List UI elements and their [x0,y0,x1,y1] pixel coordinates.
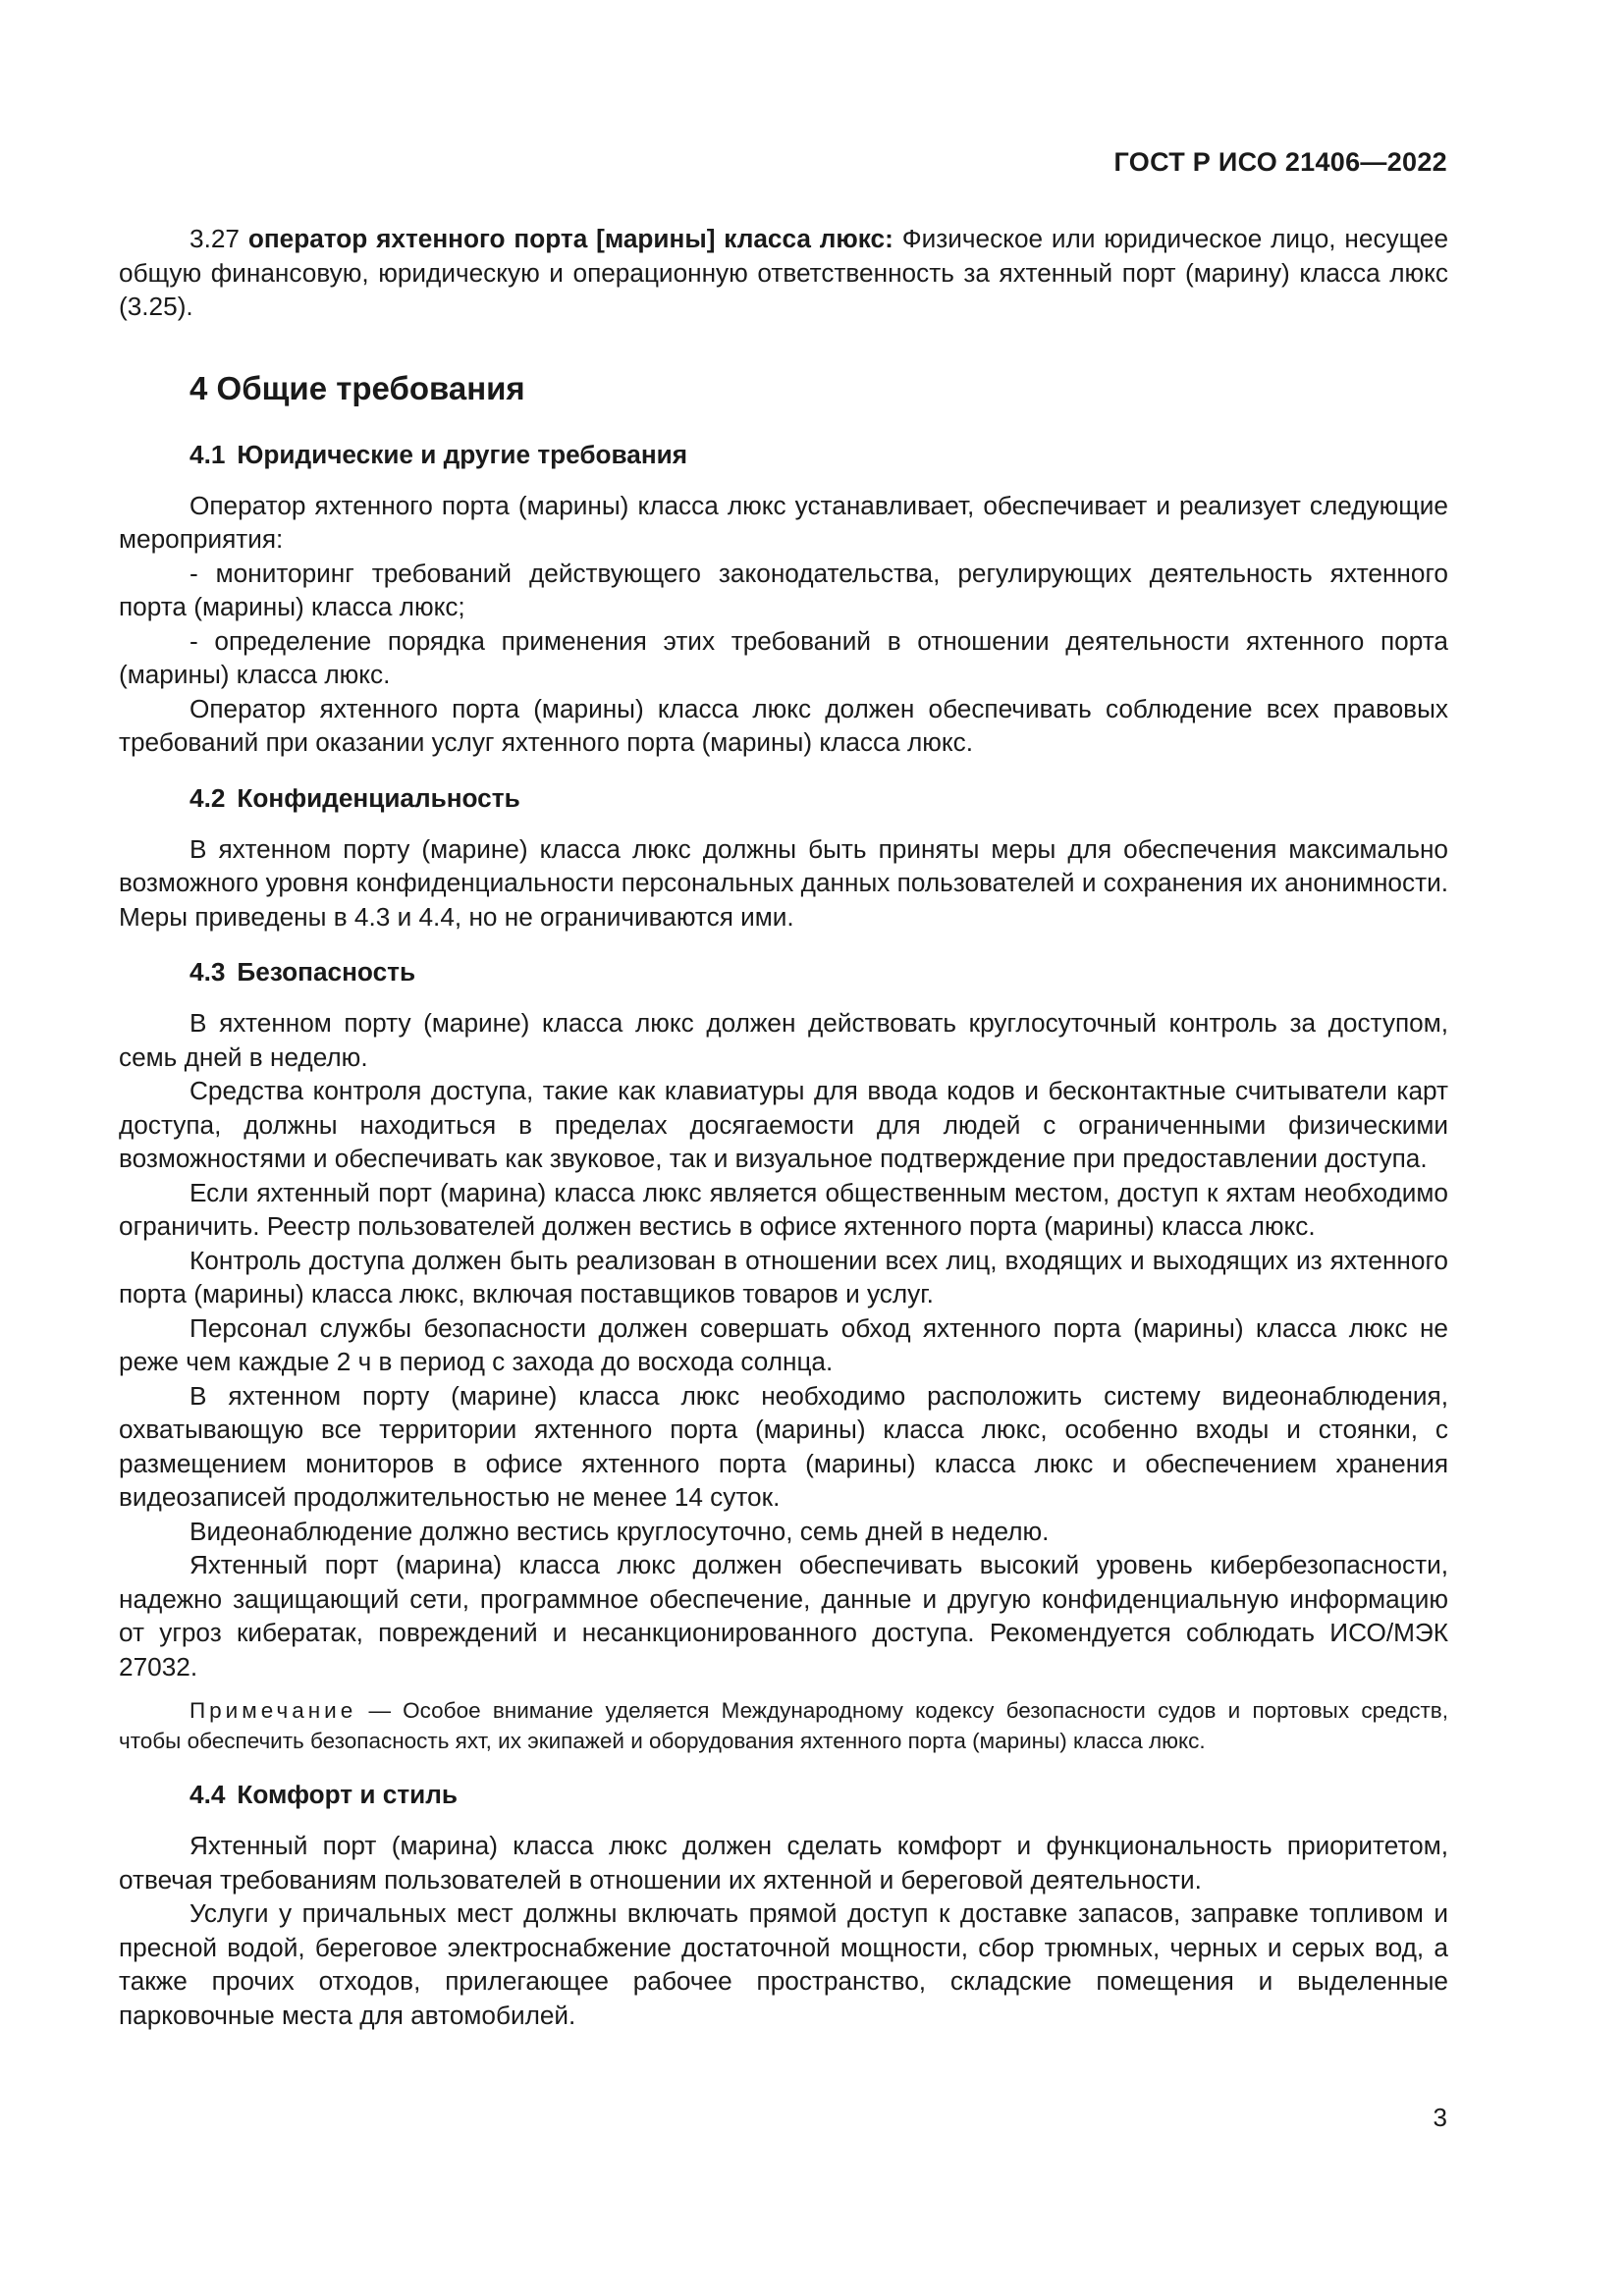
list-item: - определение порядка применения этих требований в отношении деятельности яхтенного порта (марины) класса люкс. [119,625,1448,689]
note-text: — Особое внимание уделяется Международному кодексу безопасности судов и портовых средств, чтобы обеспечить безопасность яхт, их экипажей и оборудования яхтенного порта (марины) класса люкс. [119,1698,1448,1753]
subsection-number: 4.2 [189,782,226,813]
paragraph: Средства контроля доступа, такие как клавиатуры для ввода кодов и бесконтактные считыватели карт доступа, должны находиться в пределах досягаемости для людей с ограниченными физическими возможностями и обеспечивать как звуковое, так и визуальное подтверждение при предоставлении доступа. [119,1076,1448,1173]
paragraph: Если яхтенный порт (марина) класса люкс является общественным местом, доступ к яхтам необходимо ограничить. Реестр пользователей должен вестись в офисе яхтенного порта (марины) класса люкс. [119,1177,1448,1241]
paragraph: Яхтенный порт (марина) класса люкс должен сделать комфорт и функциональность приоритетом, отвечая требованиям пользователей в отношении их яхтенной и береговой деятельности. [119,1831,1448,1895]
paragraph: Видеонаблюдение должно вестись круглосуточно, семь дней в неделю. [189,1516,1050,1546]
paragraph: Яхтенный порт (марина) класса люкс должен обеспечивать высокий уровень кибербезопасности, надежно защищающий сети, программное обеспечение, данные и другую конфиденциальную информацию от угроз кибератак, повреждений и несанкционированного доступа. Рекомендуется соблюдать ИСО/МЭК 27032. [119,1550,1448,1682]
subsection-title-4-2 [119,781,1448,815]
paragraph: В яхтенном порту (марине) класса люкс необходимо расположить систему видеонаблюдения, охватывающую все территории яхтенного порта (марины) класса люкс, особенно входы и стоянки, с размещением мониторов в офисе яхтенного порта (марины) класса люкс и обеспечением хранения видеозаписей продолжительностью не менее 14 суток. [119,1380,1448,1512]
definition-3-27 [119,222,1448,324]
paragraph: Оператор яхтенного порта (марины) класса люкс должен обеспечивать соблюдение всех правовых требований при оказании услуг яхтенного порта (марины) класса люкс. [119,693,1448,757]
paragraph: Услуги у причальных мест должны включать прямой доступ к доставке запасов, заправке топливом и пресной водой, береговое электроснабжение достаточной мощности, сбор трюмных, черных и серых вод, а также прочих отходов, прилегающее рабочее пространство, складские помещения и выделенные парковочные места для автомобилей. [119,1898,1448,2030]
subsection-number: 4.3 [189,957,226,987]
subsection-heading: Юридические и другие требования [237,439,688,469]
paragraph: Оператор яхтенного порта (марины) класса люкс устанавливает, обеспечивает и реализует следующие мероприятия: [119,490,1448,554]
paragraph: В яхтенном порту (марине) класса люкс должны быть приняты меры для обеспечения максимально возможного уровня конфиденциальности персональных данных пользователей и сохранения их анонимности. Меры приведены в 4.3 и 4.4, но не ограничиваются ими. [119,833,1448,932]
subsection-title-4-1 [119,438,1448,471]
definition-number: 3.27 [189,224,240,253]
paragraph: Контроль доступа должен быть реализован в отношении всех лиц, входящих и выходящих из яхтенного порта (марины) класса люкс, включая поставщиков товаров и услуг. [119,1245,1448,1308]
subsection-title-4-3 [119,955,1448,988]
note-label: Примечание [189,1698,357,1723]
page-number: 3 [1433,2103,1447,2132]
note [119,1695,1448,1756]
document-body [119,222,1448,2032]
subsection-heading: Конфиденциальность [237,782,520,813]
standard-header: ГОСТ Р ИСО 21406—2022 [1113,147,1447,177]
subsection-title-4-4 [119,1778,1448,1811]
subsection-number: 4.1 [189,439,226,469]
section-title: 4 Общие требования [189,369,525,406]
subsection-heading: Комфорт и стиль [237,1780,458,1809]
definition-term: оператор яхтенного порта [марины] класса люкс: [247,224,893,253]
paragraph: В яхтенном порту (марине) класса люкс должен действовать круглосуточный контроль за доступом, семь дней в неделю. [119,1008,1448,1072]
list-item: - мониторинг требований действующего законодательства, регулирующих деятельность яхтенного порта (марины) класса люкс; [119,558,1448,621]
definition-text: Физическое или юридическое лицо, несущее общую финансовую, юридическую и операционную ответственность за яхтенный порт (марину) класса люкс (3.25). [119,224,1449,321]
subsection-heading: Безопасность [237,957,416,987]
subsection-number: 4.4 [189,1780,226,1809]
paragraph: Персонал службы безопасности должен совершать обход яхтенного порта (марины) класса люкс не реже чем каждые 2 ч в период с захода до восхода солнца. [119,1312,1448,1376]
